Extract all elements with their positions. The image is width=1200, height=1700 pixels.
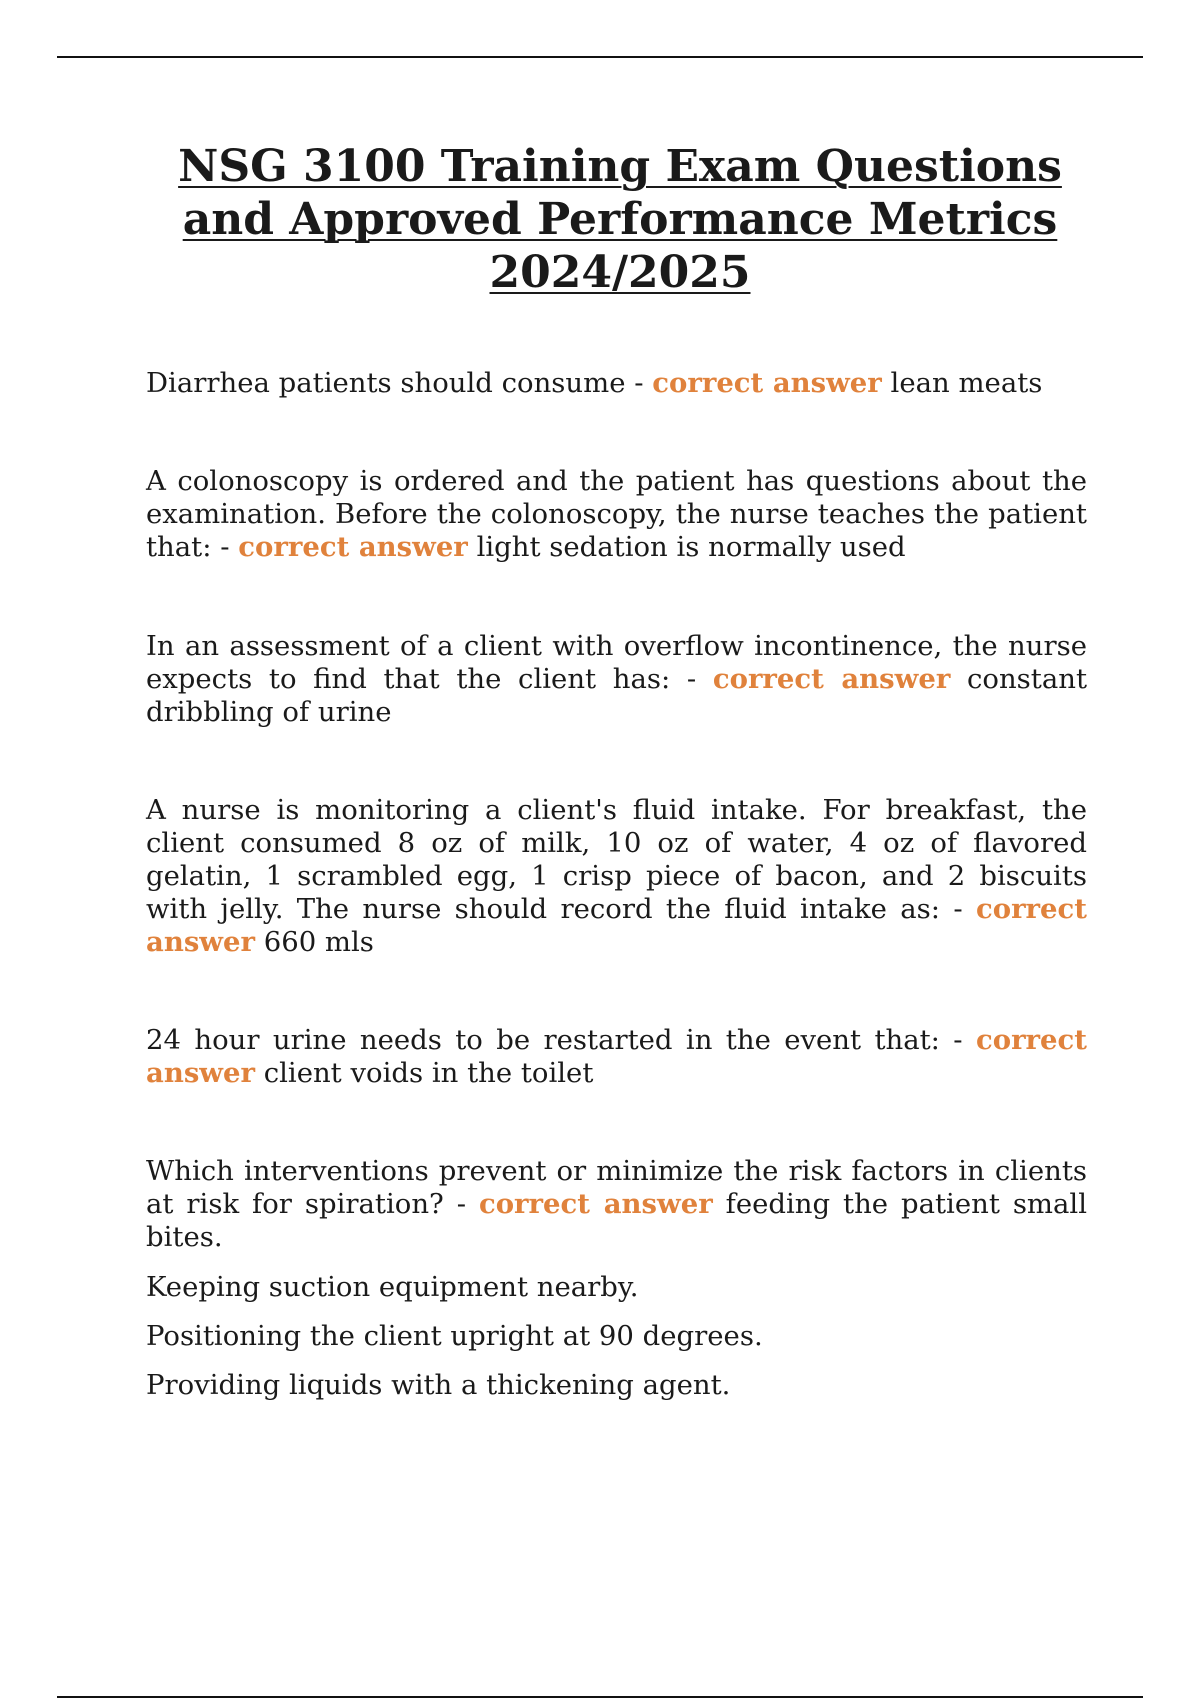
- answer-text: feeding the patient small bites.: [146, 1188, 1087, 1253]
- answer-text: 660 mls: [263, 926, 374, 958]
- qa-item: [146, 367, 1087, 400]
- correct-answer-label: correct answer: [478, 1188, 713, 1220]
- answer-continuation-line: Keeping suction equipment nearby.: [146, 1271, 639, 1303]
- correct-answer-label: correct answer: [146, 1024, 1087, 1089]
- top-divider: [57, 56, 1143, 58]
- bottom-divider: [57, 1696, 1143, 1698]
- correct-answer-label: correct answer: [238, 531, 468, 563]
- answer-text: constant dribbling of urine: [146, 663, 1087, 728]
- qa-item: [146, 465, 1087, 564]
- correct-answer-label: correct answer: [712, 663, 951, 695]
- answer-text: client voids in the toilet: [263, 1057, 594, 1089]
- answer-continuation-line: Providing liquids with a thickening agent.: [146, 1369, 731, 1401]
- answer-continuation-line: Positioning the client upright at 90 degrees.: [146, 1320, 763, 1352]
- qa-item: [146, 1155, 1087, 1254]
- question-text: 24 hour urine needs to be restarted in the event that: -: [146, 1024, 963, 1056]
- question-text: In an assessment of a client with overflow incontinence, the nurse expects to find that the client has: -: [146, 630, 1087, 695]
- qa-item: [146, 630, 1087, 729]
- answer-text: lean meats: [890, 367, 1043, 399]
- document-title: NSG 3100 Training Exam Questions and Approved Performance Metrics 2024/2025: [178, 141, 1062, 298]
- correct-answer-label: correct answer: [652, 367, 882, 399]
- qa-item: [146, 1024, 1087, 1090]
- question-text: Diarrhea patients should consume -: [146, 367, 644, 399]
- question-text: A colonoscopy is ordered and the patient has questions about the examination. Before the colonoscopy, the nurse teaches the patient that: -: [146, 465, 1087, 563]
- question-text: Which interventions prevent or minimize the risk factors in clients at risk for spiration? -: [146, 1155, 1087, 1220]
- answer-text: light sedation is normally used: [476, 531, 906, 563]
- correct-answer-label: correct answer: [146, 893, 1087, 958]
- question-text: A nurse is monitoring a client's fluid intake. For breakfast, the client consumed 8 oz of milk, 10 oz of water, 4 oz of flavored gelatin, 1 scrambled egg, 1 crisp piece of bacon, and 2 biscuits with jelly. The nurse should record the fluid intake as: -: [146, 794, 1087, 925]
- qa-item: [146, 794, 1087, 959]
